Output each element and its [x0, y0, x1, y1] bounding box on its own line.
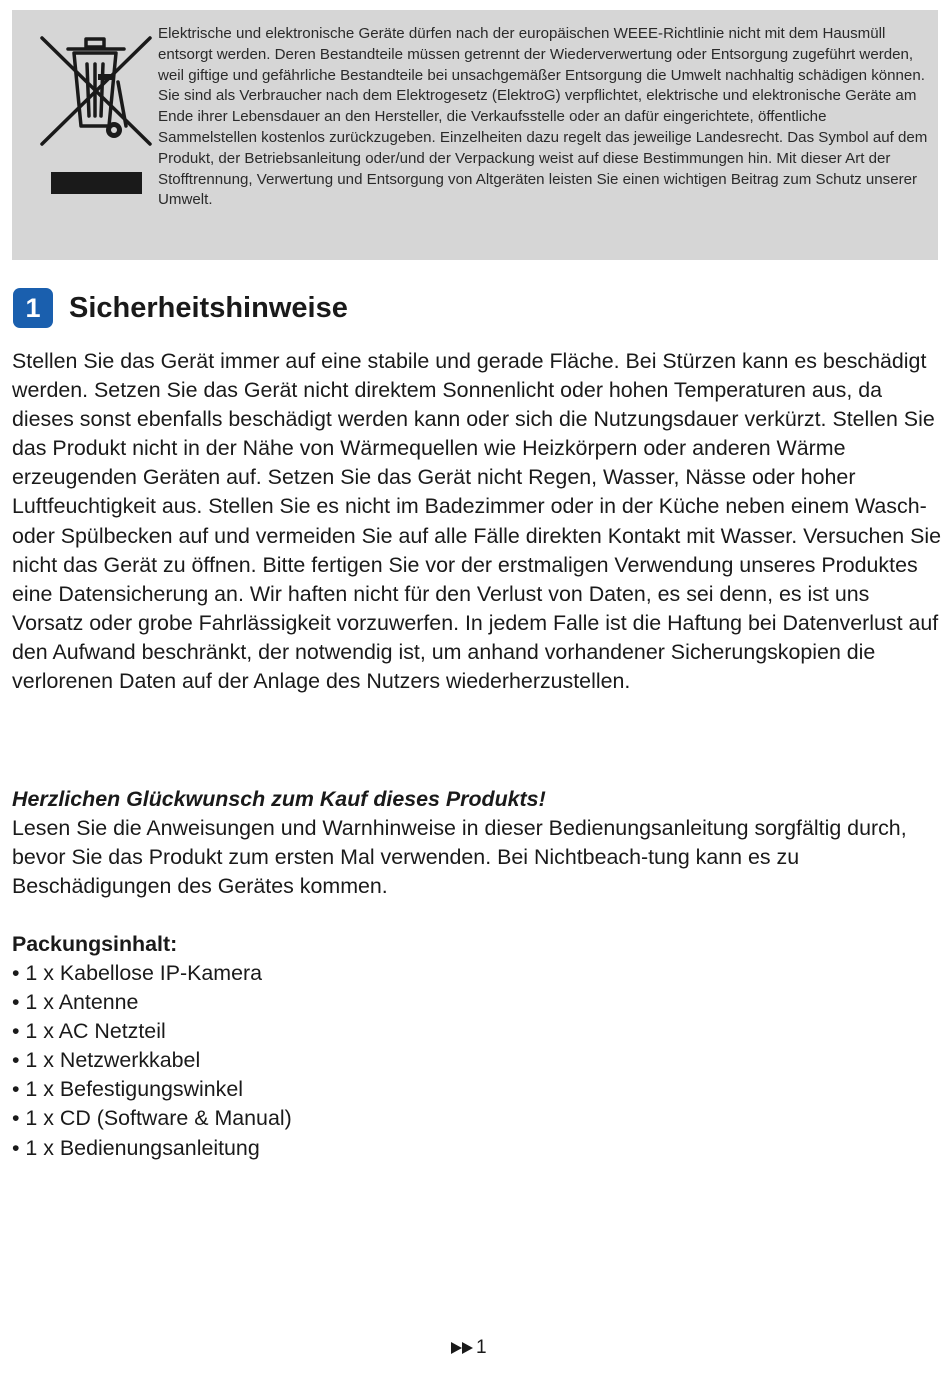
list-item: • 1 x Befestigungswinkel [12, 1077, 244, 1102]
list-item: • 1 x Netzwerkkabel [12, 1048, 201, 1073]
section-number-badge: 1 [13, 288, 53, 328]
list-item: • 1 x Kabellose IP-Kamera [12, 961, 263, 985]
list-item: • 1 x Bedienungsanleitung [12, 1135, 260, 1160]
weee-paragraph-2: Sie sind als Verbraucher nach dem Elektrogesetz (ElektroG) verpflichtet, elektrische und elektronische Geräte am Ende ihrer Lebensdauer an den Hersteller, die Verkaufsstelle oder an dafür eingerichtete, öffentliche Sammelstellen kostenlos zurückzugeben. Einzelheiten dazu regelt das jeweilige Landesrecht. Das Symbol auf dem Produkt, der Betriebsanleitung oder/und der Verpackung weist auf diese Bestimmungen hin. Mit dieser Art der Stofftrennung, Verwertung und Entsorgung von Altgeräten leisten Sie einen wichtigen Beitrag zum Schutz unserer Umwelt. [158, 87, 928, 209]
package-contents-heading: Packungsinhalt: [12, 932, 178, 956]
page-footer [450, 1336, 487, 1360]
safety-text: Stellen Sie das Gerät immer auf eine stabile und gerade Fläche. Bei Stürzen kann es beschädigt werden. Setzen Sie das Gerät nicht direktem Sonnenlicht oder hohen Temperaturen aus, da dieses sonst ebenfalls beschädigt werden kann oder sich die Nutzungsdauer verkürzt. Stellen Sie das Produkt nicht in der Nähe von Wärmequellen wie Heizkörpern oder anderen Wärme erzeugenden Geräten auf. Setzen Sie das Gerät nicht Regen, Wasser, Nässe oder hoher Luftfeuchtigkeit aus. Stellen Sie es nicht im Badezimmer oder in der Küche neben einem Wasch- oder Spülbecken auf und vermeiden Sie auf alle Fälle direkten Kontakt mit Wasser. Versuchen Sie nicht das Gerät zu öffnen. Bitte fertigen Sie vor der erstmaligen Verwendung unseres Produktes eine Datensicherung an. Wir haften nicht für den Verlust von Daten, es sei denn, es ist uns Vorsatz oder grobe Fahrlässigkeit vorzuwerfen. In jedem Falle ist die Haftung bei Datenverlust auf den Aufwand beschränkt, der notwendig ist, um anhand vorhandener Sicherungskopien die verlorenen Daten auf der Anlage des Nutzers wiederherzustellen. [12, 349, 942, 694]
list-item: • 1 x AC Netzteil [12, 1019, 166, 1044]
crossed-out-wheelie-bin-icon [40, 36, 152, 148]
section-heading [13, 288, 348, 328]
congratulations-heading: Herzlichen Glückwunsch zum Kauf dieses Produkts! [12, 787, 546, 811]
list-item: • 1 x CD (Software & Manual) [12, 1106, 292, 1131]
page-number: 1 [476, 1337, 487, 1358]
safety-paragraph [12, 347, 942, 696]
weee-black-bar [51, 172, 142, 194]
list-item: • 1 x Antenne [12, 990, 139, 1015]
double-arrow-right-icon [450, 1341, 476, 1355]
package-contents-list [12, 959, 292, 1163]
weee-notice-text [158, 24, 928, 211]
weee-paragraph-1: Elektrische und elektronische Geräte dürfen nach der europäischen WEEE-Richtlinie nicht mit dem Hausmüll entsorgt werden. Deren Bestandteile müssen getrennt der Wiederverwertung oder Entsorgung zugeführt werden, weil giftige und gefährliche Bestandteile bei unsachgemäßer Entsorgung die Umwelt nachhaltig schädigen können. [158, 25, 925, 84]
congratulations-text: Lesen Sie die Anweisungen und Warnhinweise in dieser Bedienungsanleitung sorgfältig durch, bevor Sie das Produkt zum ersten Mal verwenden. Bei Nichtbeach-tung kann es zu Beschädigungen des Gerätes kommen. [12, 816, 907, 899]
section-title: Sicherheitshinweise [69, 291, 348, 324]
weee-notice-box [12, 10, 938, 260]
congratulations-paragraph [12, 814, 942, 901]
